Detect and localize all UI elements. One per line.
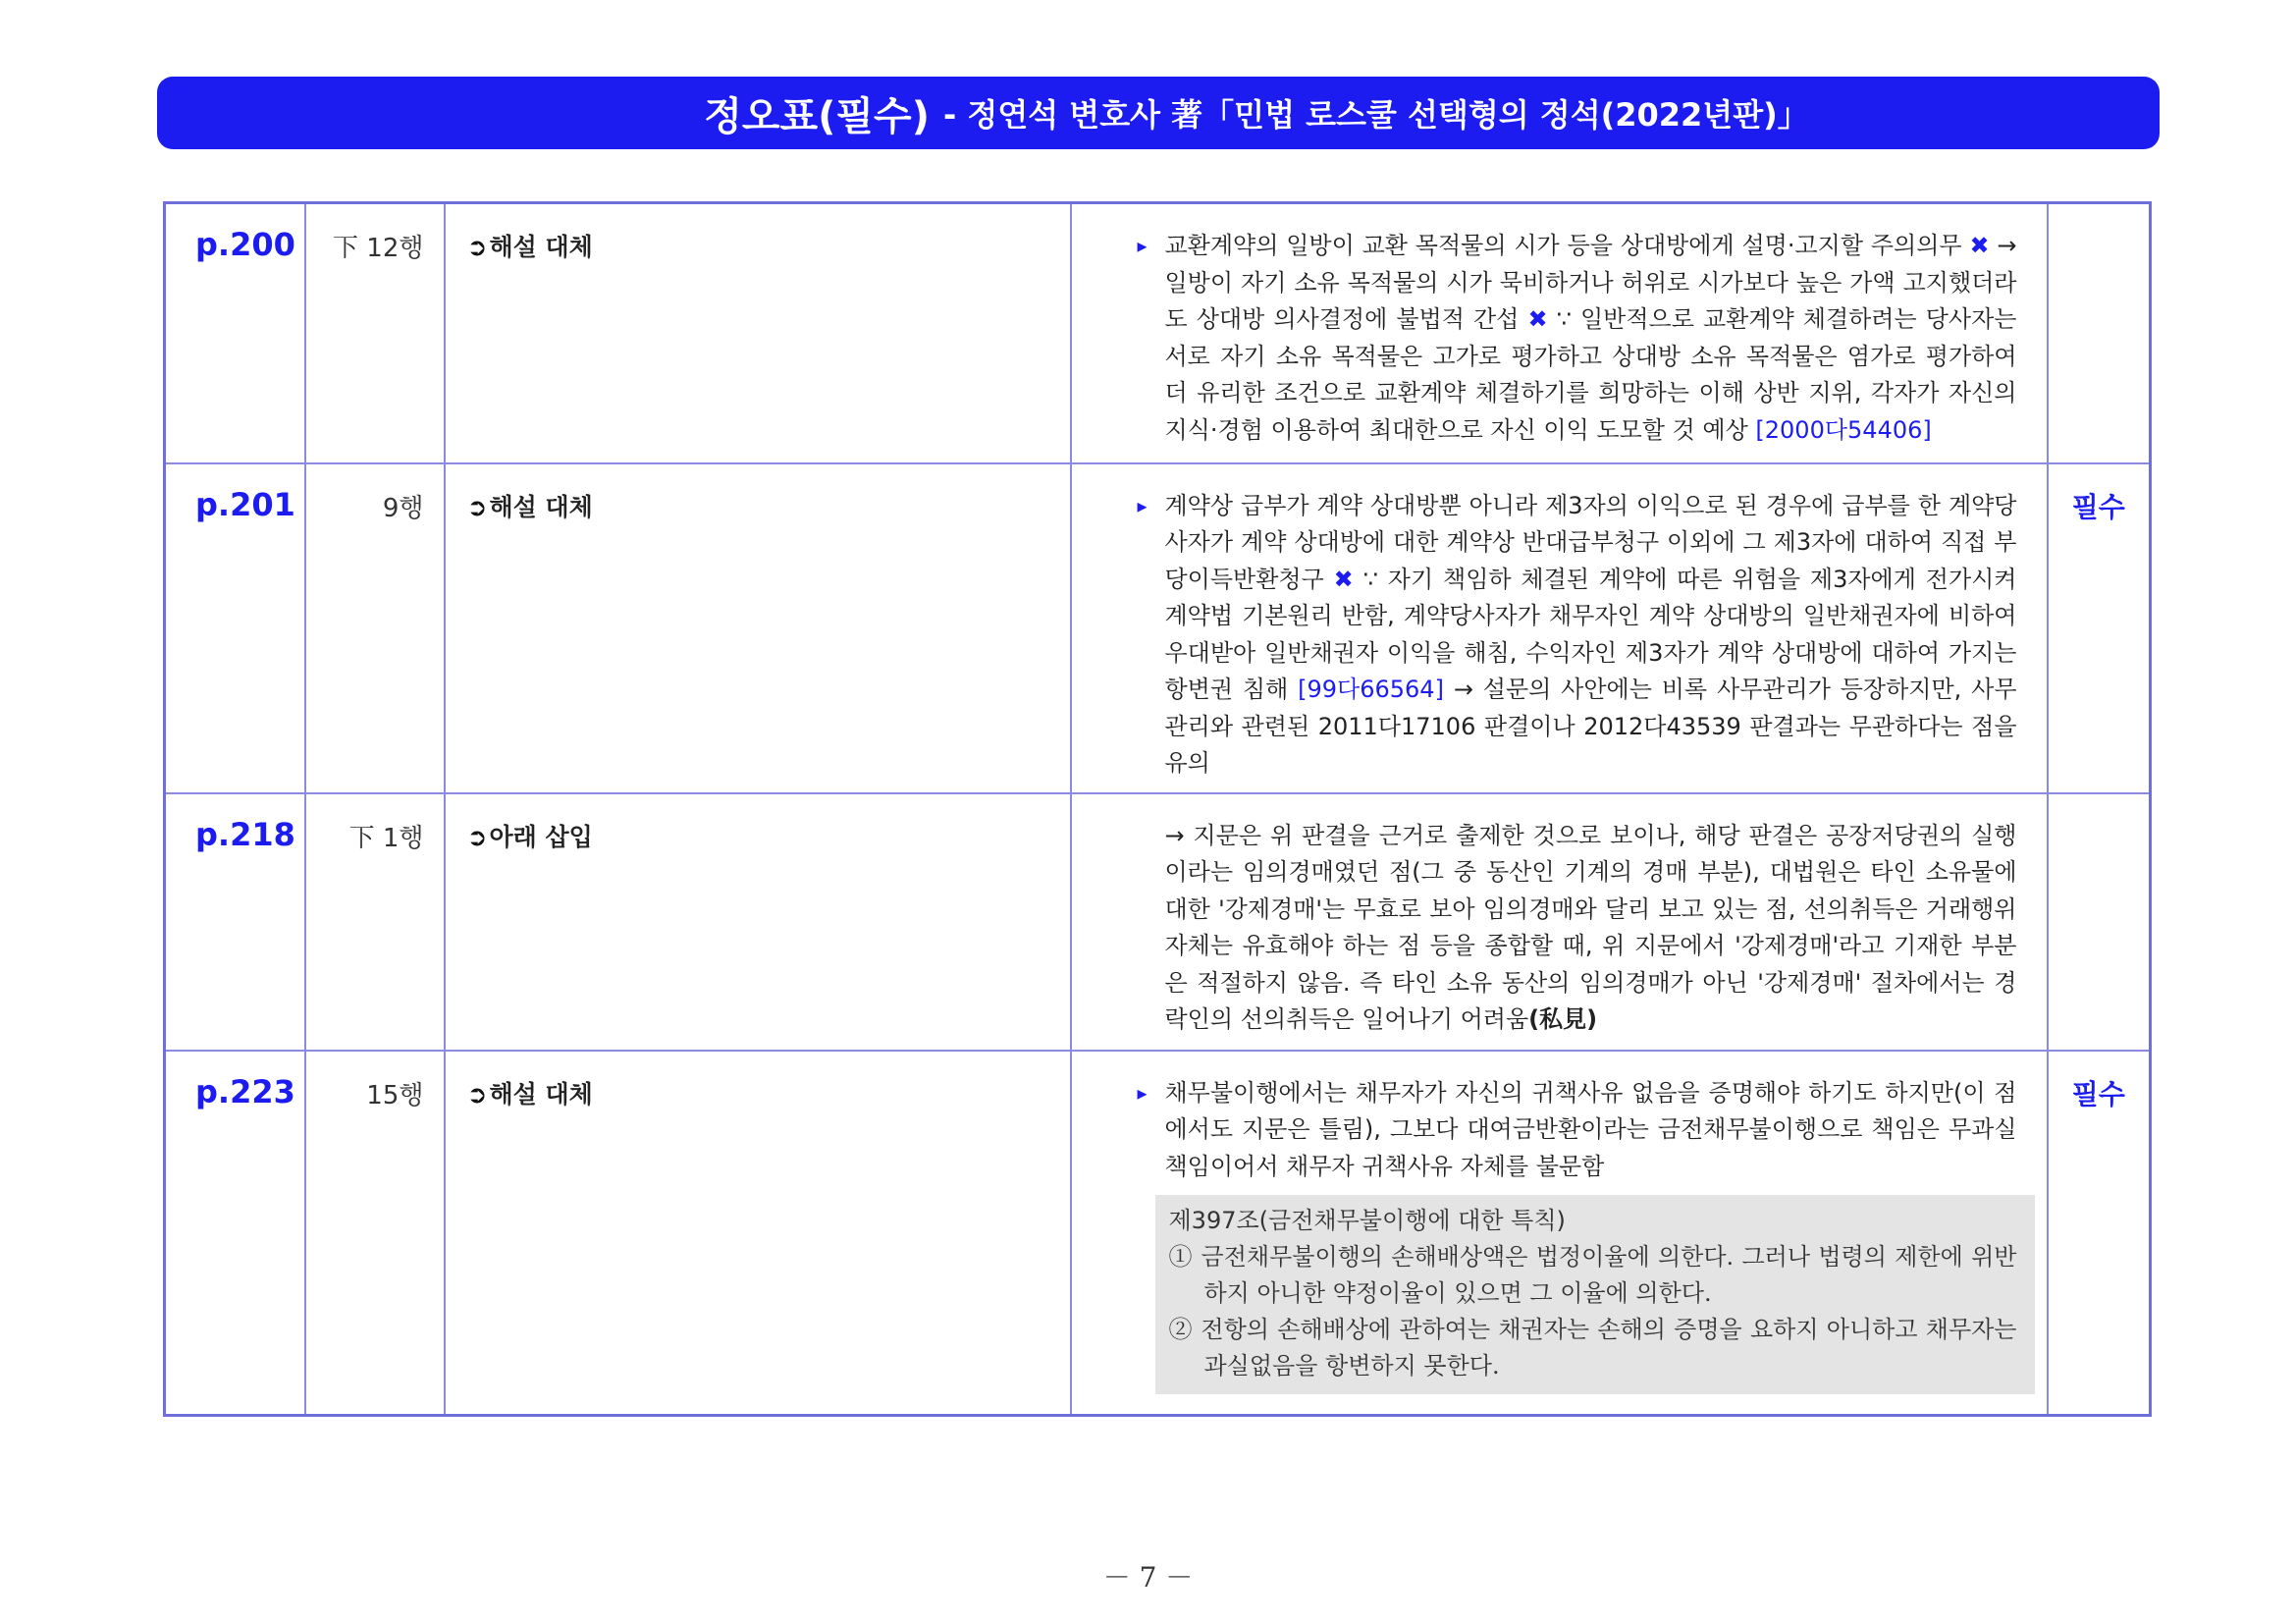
- case-reference: [99다66564]: [1298, 676, 1444, 703]
- header-title: 정오표(필수): [704, 93, 930, 139]
- table-row: [165, 793, 2151, 1051]
- line-ref: 下 12행: [305, 203, 445, 463]
- bullet-paragraph: [1165, 488, 2017, 783]
- action-label: 해설 대체: [489, 492, 593, 521]
- action-arrow-icon: ➲: [466, 822, 488, 851]
- required-badge: 필수: [2071, 490, 2125, 523]
- statute-title: 제397조(금전채무불이행에 대한 특칙): [1168, 1207, 1566, 1234]
- case-reference: [2000다54406]: [1755, 415, 1932, 444]
- private-opinion: (私見): [1528, 1005, 1598, 1033]
- table-row: [165, 203, 2151, 463]
- required-cell: [2048, 793, 2151, 1051]
- page-cell: [165, 1051, 305, 1416]
- page-ref: p.201: [195, 485, 295, 523]
- line-ref: 下 1행: [305, 793, 445, 1051]
- cross-icon: ✖: [1333, 565, 1354, 593]
- content-text: 계약상 급부가 계약 상대방뿐 아니라 제3자의 이익으로 된 경우에 급부를 한 계약당사자가 계약 상대방에 대한 계약상 반대급부청구 이외에 그 제3자에 대하여 직접 부당이득반환청구: [1164, 491, 2017, 593]
- content-text: ∵ 일반적으로 교환계약 체결하려는 당사자는 서로 자기 소유 목적물은 고가로 평가하고 상대방 소유 목적물은 염가로 평가하여 더 유리한 조건으로 교환계약 체결하기를 희망하는 이해 상반 지위, 각자가 자신의 지식·경험 이용하여 최대한으로 자신 이익 도모할 것 예상: [1164, 305, 2017, 444]
- line-ref: 15행: [305, 1051, 445, 1416]
- bullet-paragraph: [1165, 228, 2017, 449]
- errata-table: [163, 201, 2152, 1417]
- action-cell: [445, 203, 1071, 463]
- required-cell: [2048, 1051, 2151, 1416]
- page-cell: [165, 463, 305, 793]
- action-cell: [445, 1051, 1071, 1416]
- statute-clause: ② 전항의 손해배상에 관하여는 채권자는 손해의 증명을 요하지 아니하고 채무자는 과실없음을 항변하지 못한다.: [1168, 1316, 2017, 1380]
- action-cell: [445, 463, 1071, 793]
- action-arrow-icon: ➲: [466, 1079, 488, 1109]
- action-arrow-icon: ➲: [466, 233, 488, 261]
- statute-box: [1155, 1195, 2035, 1394]
- action-arrow-icon: ➲: [466, 492, 488, 521]
- required-badge: 필수: [2071, 1077, 2125, 1110]
- action-label: 해설 대체: [489, 233, 593, 261]
- cross-icon: ✖: [1527, 305, 1548, 333]
- content-text: ∵ 자기 책임하 체결된 계약에 따른 위험을 제3자에게 전가시켜 계약법 기본원리 반함, 계약당사자가 채무자인 계약 상대방의 일반채권자에 비하여 우대받아 일반채권자 이익을 해침, 수익자인 제3자가 계약 상대방에 대하여 가지는 항변권 침해: [1164, 565, 2017, 703]
- required-cell: [2048, 203, 2151, 463]
- page-cell: [165, 793, 305, 1051]
- table-row: [165, 1051, 2151, 1416]
- page-number: － 7 －: [1102, 1561, 1194, 1594]
- action-label: 아래 삽입: [489, 822, 593, 851]
- content-cell: [1071, 1051, 2048, 1416]
- paragraph: [1165, 818, 2017, 1039]
- page-ref: p.200: [195, 226, 295, 263]
- header-subtitle: - 정연석 변호사 著「민법 로스쿨 선택형의 정석(2022년판)」: [942, 96, 1809, 134]
- statute-clause: ① 금전채무불이행의 손해배상액은 법정이율에 의한다. 그러나 법령의 제한에 위반하지 아니한 약정이율이 있으면 그 이율에 의한다.: [1168, 1243, 2017, 1307]
- table-row: [165, 463, 2151, 793]
- action-cell: [445, 793, 1071, 1051]
- page-ref: p.218: [195, 815, 295, 853]
- page-cell: [165, 203, 305, 463]
- cross-icon: ✖: [1969, 232, 1990, 259]
- page-ref: p.223: [195, 1072, 295, 1110]
- content-text: → 일방이 자기 소유 목적물의 시가 묵비하거나 허위로 시가보다 높은 가액 고지했더라도 상대방 의사결정에 불법적 간섭: [1164, 232, 2017, 333]
- content-text: 교환계약의 일방이 교환 목적물의 시가 등을 상대방에게 설명·고지할 주의의무: [1164, 232, 1962, 259]
- content-cell: [1071, 463, 2048, 793]
- content-cell: [1071, 793, 2048, 1051]
- line-ref: 9행: [305, 463, 445, 793]
- content-text: → 설문의 사안에는 비록 사무관리가 등장하지만, 사무관리와 관련된 2011다17106 판결이나 2012다43539 판결과는 무관하다는 점을 유의: [1164, 676, 2017, 777]
- content-text: → 지문은 위 판결을 근거로 출제한 것으로 보이나, 해당 판결은 공장저당권의 실행이라는 임의경매였던 점(그 중 동산인 기계의 경매 부분), 대법원은 타인 소유물에 대한 '강제경매'는 무효로 보아 임의경매와 달리 보고 있는 점, 선의취득은 거래행위 자체는 유효해야 하는 점 등을 종합할 때, 위 지문에서 '강제경매'라고 기재한 부분은 적절하지 않음. 즉 타인 소유 동산의 임의경매가 아닌 '강제경매' 절차에서는 경락인의 선의취득은 일어나기 어려움: [1164, 821, 2017, 1033]
- required-cell: [2048, 463, 2151, 793]
- header-banner: [157, 77, 2160, 149]
- content-cell: [1071, 203, 2048, 463]
- action-label: 해설 대체: [489, 1079, 593, 1109]
- bullet-paragraph: ▸ 채무불이행에서는 채무자가 자신의 귀책사유 없음을 증명해야 하기도 하지만(이 점에서도 지문은 틀림), 그보다 대여금반환이라는 금전채무불이행으로 책임은 무과실책임이어서 채무자 귀책사유 자체를 불문함: [1165, 1075, 2017, 1186]
